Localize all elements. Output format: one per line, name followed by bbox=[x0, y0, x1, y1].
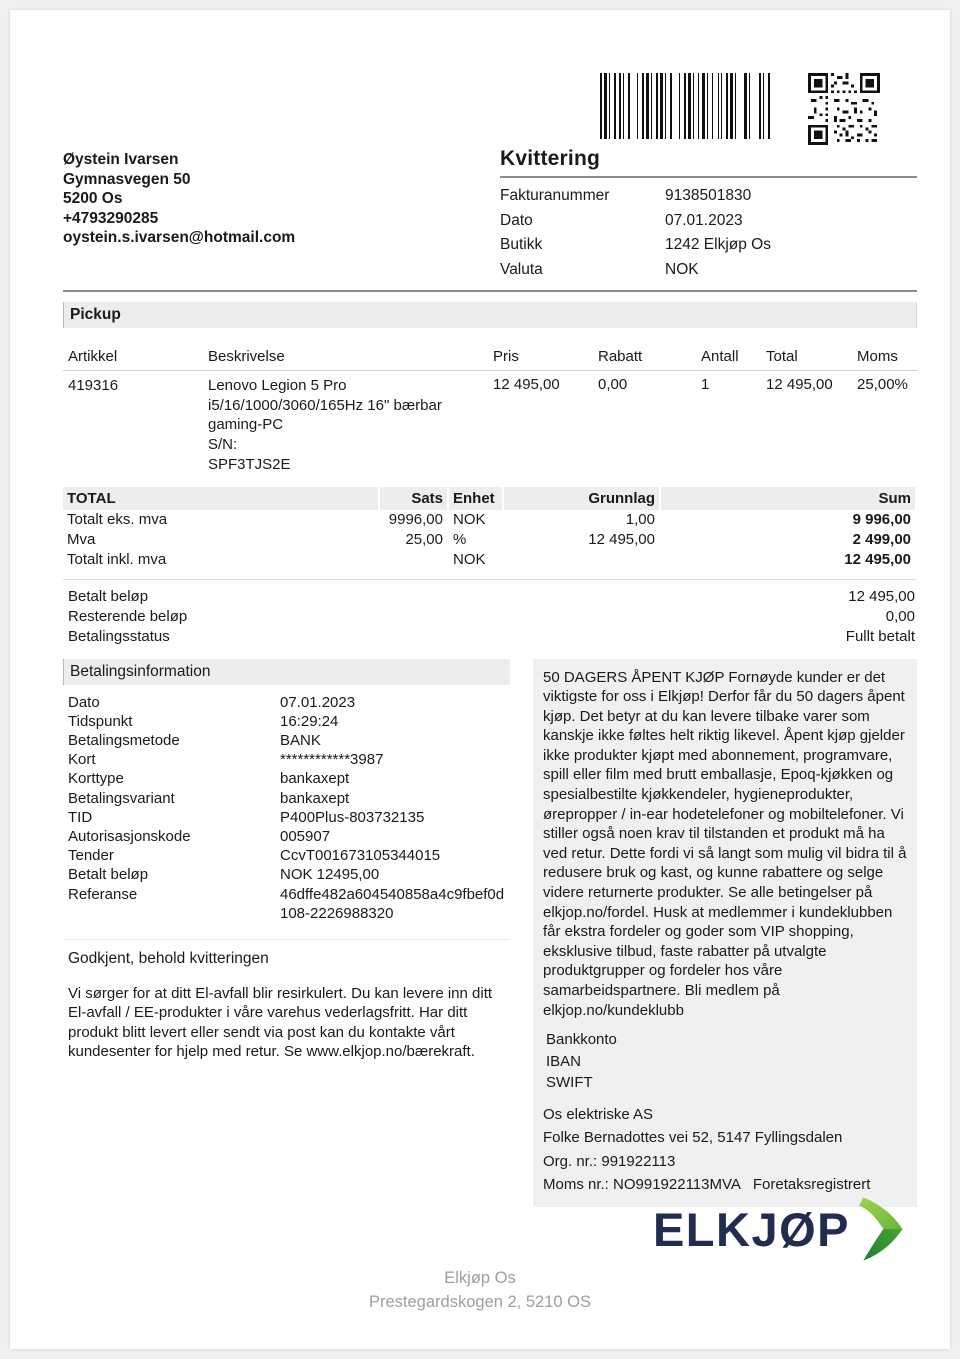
table-row bbox=[63, 376, 917, 475]
footer-store-address: Prestegardskogen 2, 5210 OS bbox=[369, 1293, 591, 1311]
payment-info-fields bbox=[63, 693, 510, 923]
section-title: Betalingsinformation bbox=[70, 662, 211, 680]
field-label: Betalingsvariant bbox=[68, 789, 175, 807]
col-total: Total bbox=[766, 348, 798, 365]
item-serial-label: S/N: bbox=[208, 436, 238, 454]
summary-label: Betalingsstatus bbox=[68, 627, 170, 645]
elkjop-chevron-icon bbox=[855, 1192, 905, 1266]
company-name: Os elektriske AS bbox=[543, 1105, 654, 1123]
col-sum: Sum bbox=[661, 487, 915, 510]
item-table-header bbox=[63, 348, 917, 371]
field-label: Referanse bbox=[68, 885, 138, 903]
summary-value: 12 495,00 bbox=[848, 587, 915, 605]
total-row-base bbox=[504, 550, 659, 570]
col-antall: Antall bbox=[701, 348, 739, 365]
currency-row bbox=[500, 258, 917, 283]
field-label: Betalingsmetode bbox=[68, 731, 180, 749]
payment-field-row bbox=[63, 808, 510, 827]
col-grunnlag: Grunnlag bbox=[504, 487, 659, 510]
field-label: Autorisasjonskode bbox=[68, 827, 191, 845]
totals-row-vat bbox=[63, 530, 917, 550]
field-value: 07.01.2023 bbox=[665, 211, 743, 229]
total-row-rate: 25,00 bbox=[405, 530, 443, 548]
iban-label: IBAN bbox=[546, 1052, 582, 1070]
company-info bbox=[543, 1103, 907, 1197]
payment-info-column bbox=[63, 659, 510, 1207]
field-value: NOK bbox=[665, 260, 699, 278]
summary-value: 0,00 bbox=[885, 607, 915, 625]
customer-block bbox=[63, 150, 500, 282]
item-vat: 25,00% bbox=[857, 376, 908, 393]
payment-field-row bbox=[63, 712, 510, 731]
total-row-unit: NOK bbox=[453, 550, 486, 568]
swift-label: SWIFT bbox=[546, 1074, 593, 1092]
total-row-label: Totalt eks. mva bbox=[67, 510, 168, 528]
divider bbox=[63, 290, 917, 292]
field-value: 1242 Elkjøp Os bbox=[665, 236, 771, 253]
payment-status-row bbox=[63, 627, 917, 647]
col-beskrivelse: Beskrivelse bbox=[208, 348, 285, 365]
field-value: 005907 bbox=[280, 827, 331, 845]
payment-field-row bbox=[63, 827, 510, 846]
total-row-unit: NOK bbox=[453, 510, 486, 528]
field-value: 07.01.2023 bbox=[280, 693, 356, 711]
item-quantity: 1 bbox=[701, 376, 710, 393]
item-article-number: 419316 bbox=[68, 377, 119, 394]
payment-info-header bbox=[63, 659, 510, 685]
field-label: Dato bbox=[68, 693, 100, 711]
item-description-line: gaming-PC bbox=[208, 416, 284, 434]
totals-row-incl-vat bbox=[63, 550, 917, 570]
payment-field-row bbox=[63, 885, 510, 923]
receipt-page bbox=[10, 10, 950, 1349]
col-pris: Pris bbox=[493, 348, 519, 365]
field-value: bankaxept bbox=[280, 770, 350, 788]
field-value: CcvT001673105344015 bbox=[280, 847, 441, 865]
field-label: Fakturanummer bbox=[500, 187, 610, 204]
paid-amount-row bbox=[63, 587, 917, 607]
status-badge: Fullt betalt bbox=[845, 627, 915, 645]
item-discount: 0,00 bbox=[598, 376, 628, 393]
payment-field-row bbox=[63, 693, 510, 712]
field-value: ************3987 bbox=[280, 751, 384, 769]
col-total-label: TOTAL bbox=[63, 487, 378, 510]
field-value: P400Plus-803732135 bbox=[280, 808, 425, 826]
date-row bbox=[500, 209, 917, 234]
total-row-sum: 12 495,00 bbox=[844, 550, 911, 568]
totals-row-ex-vat bbox=[63, 510, 917, 530]
company-address: Folke Bernadottes vei 52, 5147 Fyllingsdalen bbox=[543, 1129, 843, 1147]
barcode-icon bbox=[600, 73, 770, 139]
item-total: 12 495,00 bbox=[766, 376, 833, 393]
store-row bbox=[500, 233, 917, 258]
field-label: Butikk bbox=[500, 236, 543, 253]
total-row-label: Mva bbox=[67, 530, 96, 548]
totals-table bbox=[63, 487, 917, 570]
item-description bbox=[203, 376, 488, 475]
pickup-section-header bbox=[63, 302, 917, 328]
total-row-base: 1,00 bbox=[625, 510, 655, 528]
field-label: TID bbox=[68, 808, 93, 826]
col-rabatt: Rabatt bbox=[598, 348, 643, 365]
item-price: 12 495,00 bbox=[493, 376, 560, 393]
field-value: NOK 12495,00 bbox=[280, 866, 380, 884]
open-purchase-text: 50 DAGERS ÅPENT KJØP Fornøyde kunder er det viktigste for oss i Elkjøp! Derfor får du 50 dagers åpent kjøp. Det betyr at du kan levere tilbake varer som kanskje ikke føltes helt riktig likevel. Åpent kjøp gjelder ikke produkter kjøpt med abonnement, programvare, spill eller film med brutt emballasje, Epoq-kjøkken og spesialbestilte kjøkkendeler, hygieneprodukter, ørepropper / in-ear hodetelefoner og mobiltelefoner. Vi stiller også noen krav til tilstanden et produkt må ha ved retur. Dette fordi vi så langt som mulig vil bidra til å redusere bruk og kast, og kunne rabattere og selge videre returnerte produkter. Se alle betingelser på elkjop.no/fordel. Husk at medlemmer i kundeklubben får ekstra fordeler og goder som VIP shopping, eksklusive tilbud, faste rabatter på utvalgte produktgrupper og fordeler hos våre samarbeidspartnere. Bli medlem på elkjop.no/kundeklubb bbox=[543, 668, 907, 1019]
info-panel bbox=[533, 659, 917, 1207]
payment-field-row bbox=[63, 846, 510, 865]
customer-phone: +4793290285 bbox=[63, 209, 159, 227]
lower-section bbox=[63, 659, 917, 1207]
company-org-number: Org. nr.: 991922113 bbox=[543, 1152, 676, 1170]
customer-street: Gymnasvegen 50 bbox=[63, 170, 191, 188]
item-description-line: Lenovo Legion 5 Pro bbox=[208, 377, 347, 394]
payment-field-row bbox=[63, 731, 510, 750]
footer-store-name: Elkjøp Os bbox=[444, 1269, 516, 1287]
field-value: 9138501830 bbox=[665, 187, 752, 204]
receipt-head bbox=[500, 73, 917, 282]
qr-code-icon bbox=[808, 73, 880, 145]
payment-summary bbox=[63, 587, 917, 647]
total-row-rate: 9996,00 bbox=[388, 510, 443, 528]
totals-header bbox=[63, 487, 917, 510]
divider bbox=[63, 579, 917, 580]
divider bbox=[500, 176, 917, 178]
elkjop-logo bbox=[653, 1192, 905, 1266]
item-description-line: i5/16/1000/3060/165Hz 16" bærbar bbox=[208, 396, 442, 414]
field-label: Korttype bbox=[68, 770, 124, 788]
receipt-body bbox=[10, 302, 950, 1207]
field-value: bankaxept bbox=[280, 789, 350, 807]
field-label: Kort bbox=[68, 751, 96, 769]
total-row-base: 12 495,00 bbox=[588, 530, 655, 548]
elkjop-logo-text: ELKJØP bbox=[652, 1202, 850, 1256]
item-table bbox=[63, 348, 917, 475]
field-value: 46dffe482a604540858a4c9fbef0d108-2226988320 bbox=[280, 885, 505, 922]
payment-field-row bbox=[63, 865, 510, 884]
approved-note: Godkjent, behold kvitteringen bbox=[63, 939, 510, 968]
bank-labels bbox=[543, 1029, 907, 1094]
col-sats: Sats bbox=[380, 487, 447, 510]
field-value: BANK bbox=[280, 731, 321, 749]
invoice-number-row bbox=[500, 184, 917, 209]
codes-row bbox=[500, 73, 917, 143]
customer-name: Øystein Ivarsen bbox=[63, 151, 179, 168]
col-artikkel: Artikkel bbox=[68, 348, 118, 365]
invoice-fields bbox=[500, 184, 917, 282]
col-moms: Moms bbox=[857, 348, 898, 365]
summary-label: Resterende beløp bbox=[68, 607, 188, 625]
col-enhet: Enhet bbox=[449, 487, 502, 510]
section-title: Pickup bbox=[70, 306, 121, 323]
total-row-rate bbox=[380, 550, 447, 570]
company-vat-number: Moms nr.: NO991922113MVA bbox=[543, 1176, 741, 1194]
customer-email: oystein.s.ivarsen@hotmail.com bbox=[63, 229, 296, 246]
field-label: Tender bbox=[68, 847, 114, 865]
footer bbox=[10, 1266, 950, 1314]
page-title: Kvittering bbox=[500, 147, 601, 170]
payment-field-row bbox=[63, 789, 510, 808]
summary-label: Betalt beløp bbox=[68, 587, 149, 605]
total-row-unit: % bbox=[453, 530, 467, 548]
field-value: 16:29:24 bbox=[280, 712, 339, 730]
receipt-header bbox=[10, 10, 950, 282]
field-label: Tidspunkt bbox=[68, 712, 133, 730]
customer-postal: 5200 Os bbox=[63, 190, 123, 207]
company-registration: Foretaksregistrert bbox=[752, 1176, 871, 1194]
field-label: Dato bbox=[500, 211, 533, 229]
total-row-sum: 2 499,00 bbox=[852, 530, 911, 548]
total-row-sum: 9 996,00 bbox=[852, 510, 911, 528]
recycling-note: Vi sørger for at ditt El-avfall blir resirkulert. Du kan levere inn ditt El-avfall / EE-produkter i våre varehus vederlagsfritt. Har ditt produkt blitt levert eller sendt via post kan du kontakte vårt kundesenter for hjelp med retur. Se www.elkjop.no/bærekraft. bbox=[68, 984, 493, 1061]
payment-field-row bbox=[63, 769, 510, 788]
field-label: Valuta bbox=[500, 260, 543, 278]
total-row-label: Totalt inkl. mva bbox=[67, 550, 167, 568]
field-label: Betalt beløp bbox=[68, 866, 149, 884]
remaining-amount-row bbox=[63, 607, 917, 627]
item-serial-number: SPF3TJS2E bbox=[208, 455, 291, 473]
bank-account-label: Bankkonto bbox=[546, 1031, 617, 1049]
payment-field-row bbox=[63, 750, 510, 769]
